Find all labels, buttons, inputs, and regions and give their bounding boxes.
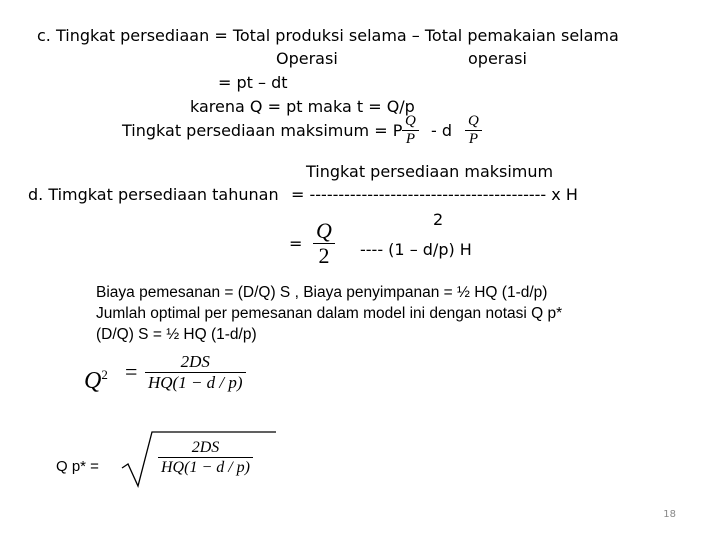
- minus-d: - d: [431, 121, 453, 140]
- fraction-numerator: Q: [316, 218, 332, 243]
- line-c-heading: c. Tingkat persediaan = Total produksi selama – Total pemakaian selama: [37, 26, 619, 45]
- word-operasi-left: Operasi: [276, 49, 338, 68]
- fraction-denominator: 2: [318, 243, 330, 268]
- fraction-numerator: Q: [405, 113, 416, 129]
- fraction-numerator: 2DS: [180, 352, 210, 371]
- fraction-numerator: 2DS: [191, 439, 220, 456]
- dashed-fraction-line: = ----------------------------------------- x H: [291, 185, 578, 204]
- line-max-inventory: Tingkat persediaan maksimum = P: [122, 121, 403, 140]
- fraction-denominator: P: [405, 131, 415, 147]
- tail-expression: ---- (1 – d/p) H: [360, 240, 472, 259]
- equality-line: (D/Q) S = ½ HQ (1-d/p): [96, 326, 257, 343]
- numerator-max-inventory: Tingkat persediaan maksimum: [306, 162, 554, 181]
- optimal-quantity-line: Jumlah optimal per pemesanan dalam model ini dengan notasi Q p*: [96, 305, 563, 322]
- fraction-2ds-over-hq: [145, 352, 246, 393]
- equation-pt-dt: = pt – dt: [218, 73, 288, 92]
- fraction-denominator: HQ(1 − d / p): [161, 459, 251, 476]
- fraction-q-over-p-1: [402, 113, 419, 148]
- word-operasi-right: operasi: [468, 49, 527, 68]
- fraction-denominator: HQ(1 − d / p): [148, 373, 243, 392]
- fraction-2ds-over-hq-sqrt: [158, 438, 253, 477]
- fraction-q-over-p-2: [465, 113, 482, 148]
- fraction-q-over-2: [313, 219, 335, 268]
- equation-q-pt: karena Q = pt maka t = Q/p: [190, 97, 415, 116]
- exponent: 2: [101, 367, 108, 382]
- equals-sign: =: [289, 234, 303, 253]
- denominator-two: 2: [433, 210, 444, 229]
- page-number: 18: [663, 509, 676, 520]
- q-squared: [84, 362, 108, 394]
- formula-lhs: Q: [84, 368, 102, 394]
- cost-line: Biaya pemesanan = (D/Q) S , Biaya penyimpanan = ½ HQ (1-d/p): [96, 284, 548, 301]
- fraction-numerator: Q: [468, 113, 479, 129]
- qp-label: Q p* =: [56, 458, 99, 475]
- line-d-heading: d. Timgkat persediaan tahunan: [28, 185, 279, 204]
- equals-sign: =: [125, 359, 138, 384]
- fraction-denominator: P: [468, 131, 478, 147]
